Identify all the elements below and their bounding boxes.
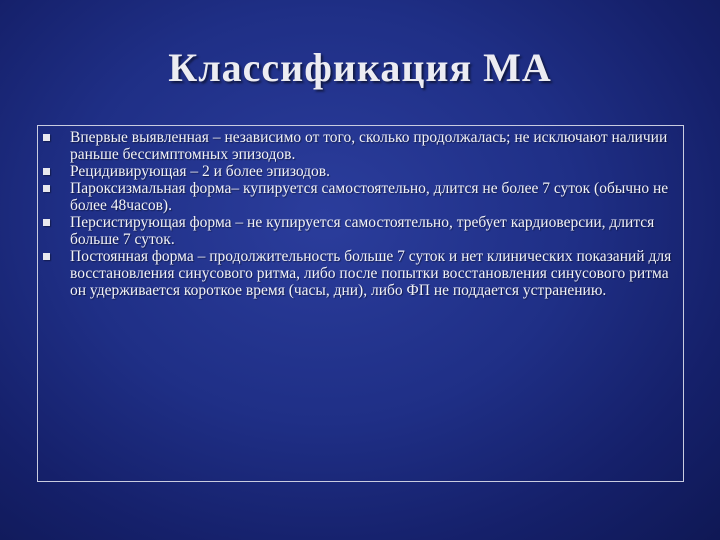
- bullet-text: Пароксизмальная форма– купируется самостоятельно, длится не более 7 суток (обычно не более 48часов).: [70, 180, 669, 214]
- slide-title: Классификация МА: [168, 45, 552, 90]
- square-bullet-icon: [43, 185, 50, 192]
- square-bullet-icon: [43, 219, 50, 226]
- bullet-text: Рецидивирующая – 2 и более эпизодов.: [70, 163, 331, 180]
- square-bullet-icon: [43, 168, 50, 175]
- square-bullet-icon: [43, 134, 50, 141]
- list-item: [0, 214, 700, 248]
- square-bullet-icon: [43, 253, 50, 260]
- bullet-text: Персистирующая форма – не купируется самостоятельно, требует кардиоверсии, длится больше 7 суток.: [70, 214, 655, 248]
- list-item: [0, 129, 700, 163]
- list-item: [0, 248, 700, 299]
- list-item: [0, 163, 700, 180]
- bullet-text: Постоянная форма – продолжительность больше 7 суток и нет клинических показаний для восстановления синусового ритма, либо после попытки восстановления синусового ритма он удерживается короткое время (часы, дни), либо ФП не поддается устранению.: [70, 248, 672, 299]
- list-item: [0, 180, 700, 214]
- bullet-text: Впервые выявленная – независимо от того, сколько продолжалась; не исключают наличии раньше бессимптомных эпизодов.: [70, 129, 668, 163]
- bullet-list: [0, 129, 700, 299]
